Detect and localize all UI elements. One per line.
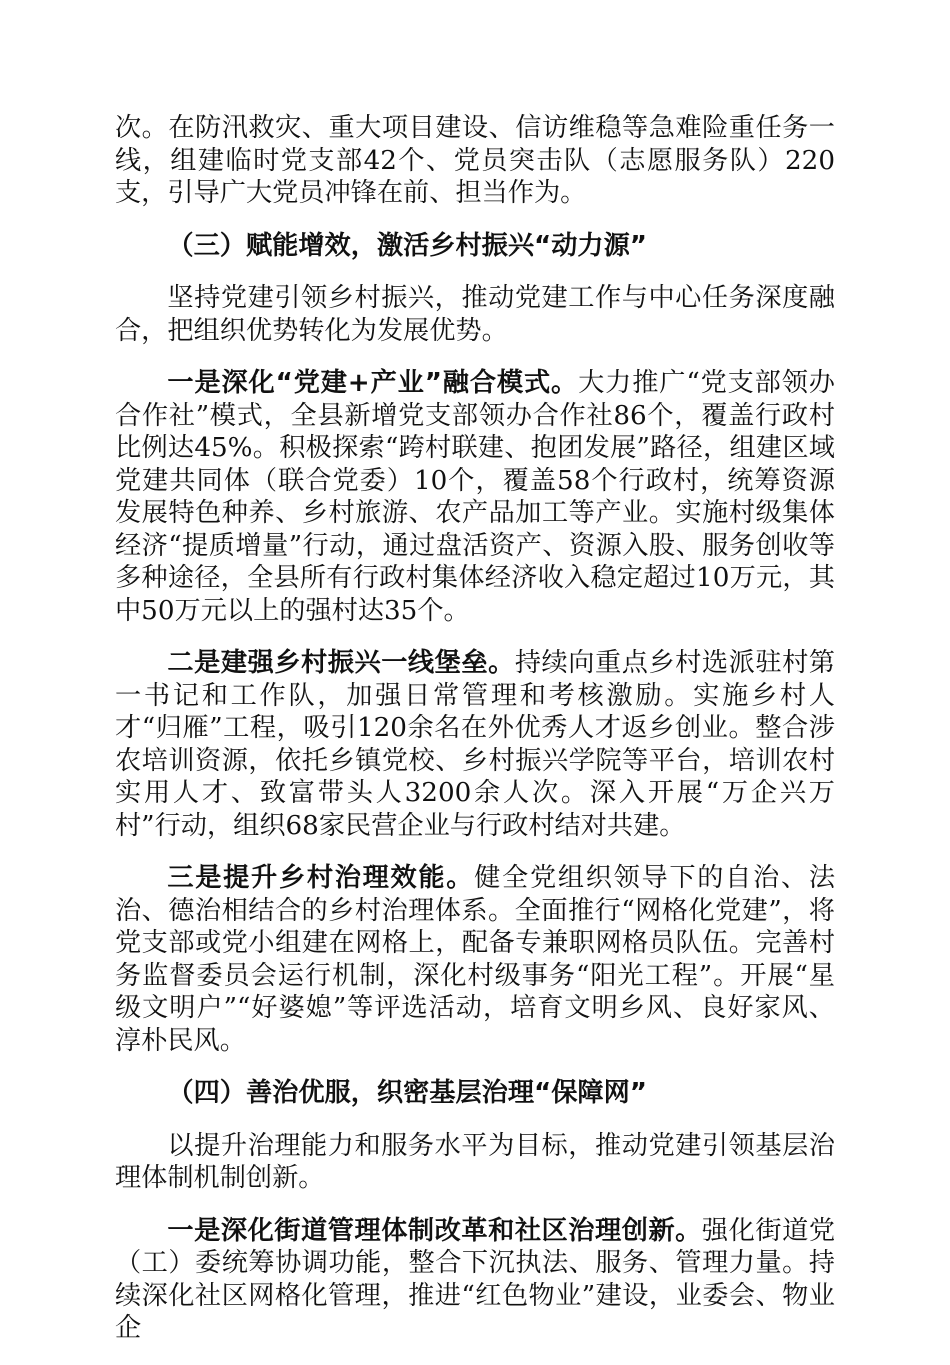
paragraph-industry [115,367,835,627]
paragraph-intro-3: 坚持党建引领乡村振兴，推动党建工作与中心任务深度融合，把组织优势转化为发展优势。 [115,283,835,346]
section-heading-4: （四）善治优服，织密基层治理“保障网” [167,1078,647,1108]
paragraph-street [115,1215,835,1345]
paragraph-lead: 一是深化街道管理体制改革和社区治理创新。 [167,1215,702,1246]
paragraph-lead: 二是建强乡村振兴一线堡垒。 [167,648,515,678]
document-page [115,112,835,1365]
paragraph-intro-4: 以提升治理能力和服务水平为目标，推动党建引领基层治理体制机制创新。 [115,1130,835,1193]
paragraph-governance [115,862,835,1057]
paragraph-lead: 一是深化“党建+产业”融合模式。 [167,368,579,398]
paragraph-fortress [115,647,835,842]
paragraph-continuation: 次。在防汛救灾、重大项目建设、信访维稳等急难险重任务一线，组建临时党支部42个、党员突击队（志愿服务队）220支，引导广大党员冲锋在前、担当作为。 [115,113,835,208]
paragraph-body: 大力推广“党支部领办合作社”模式，全县新增党支部领办合作社86个，覆盖行政村比例达45%。积极探索“跨村联建、抱团发展”路径，组建区域党建共同体（联合党委）10个，覆盖58个行政村，统筹资源发展特色种养、乡村旅游、农产品加工等产业。实施村级集体经济“提质增量”行动，通过盘活资产、资源入股、服务创收等多种途径，全县所有行政村集体经济收入稳定超过10万元，其中50万元以上的强村达35个。 [115,368,835,626]
paragraph-lead: 三是提升乡村治理效能。 [167,863,475,893]
paragraph-body: 健全党组织领导下的自治、法治、德治相结合的乡村治理体系。全面推行“网格化党建”，将党支部或党小组建在网格上，配备专兼职网格员队伍。完善村务监督委员会运行机制，深化村级事务“阳光工程”。开展“星级文明户”“好婆媳”等评选活动，培育文明乡风、良好家风、淳朴民风。 [115,863,836,1056]
paragraph-body: 持续向重点乡村选派驻村第一书记和工作队，加强日常管理和考核激励。实施乡村人才“归雁”工程，吸引120余名在外优秀人才返乡创业。整合涉农培训资源，依托乡镇党校、乡村振兴学院等平台，培训农村实用人才、致富带头人3200余人次。深入开展“万企兴万村”行动，组织68家民营企业与行政村结对共建。 [115,648,835,841]
paragraph-body: 强化街道党（工）委统筹协调功能，整合下沉执法、服务、管理力量。持续深化社区网格化管理，推进“红色物业”建设，业委会、物业企 [115,1215,836,1343]
section-heading-3: （三）赋能增效，激活乡村振兴“动力源” [167,230,647,261]
